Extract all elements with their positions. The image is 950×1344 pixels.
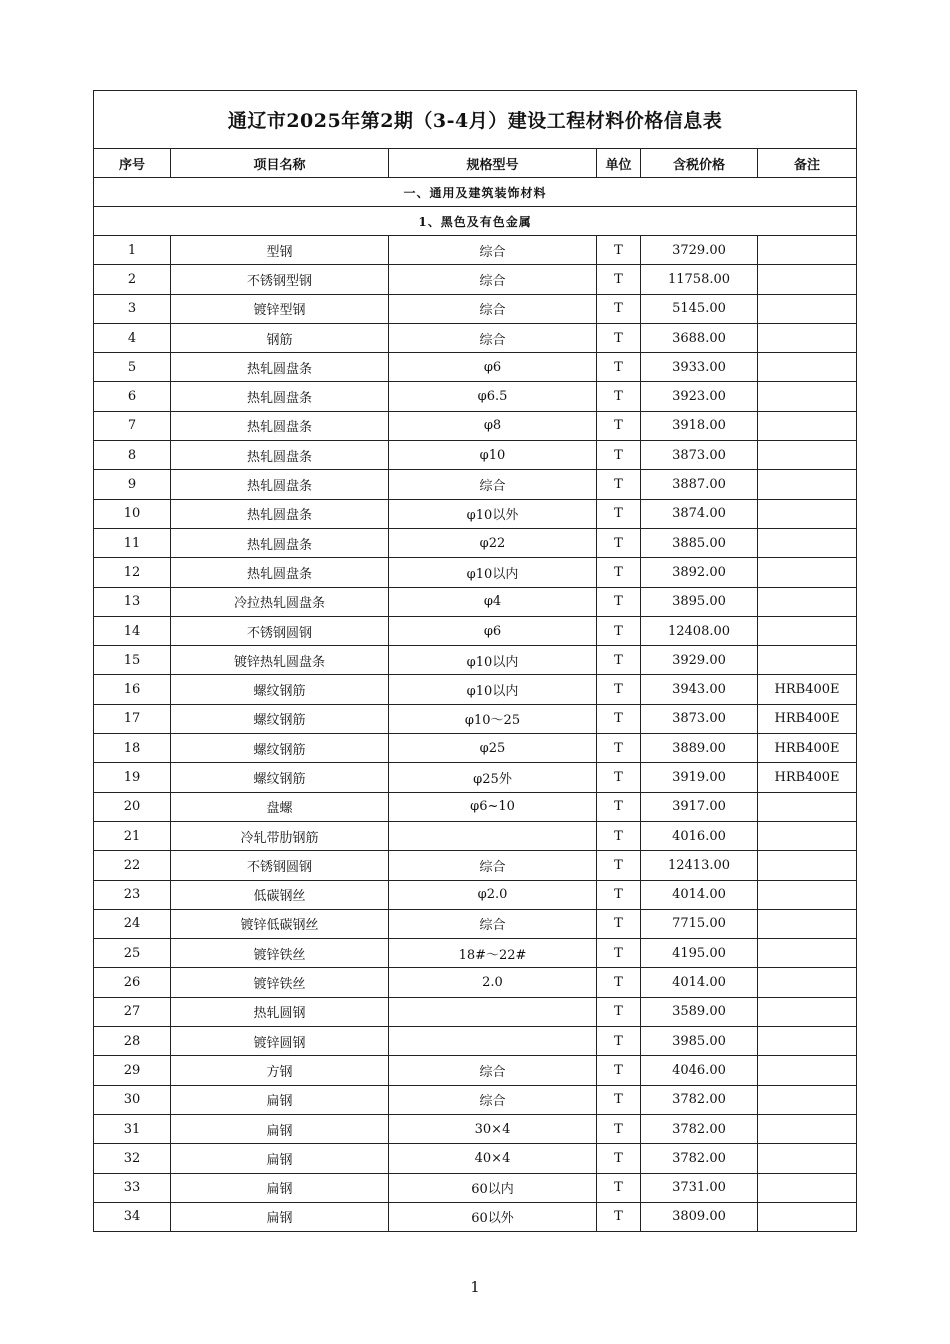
cell-price: 3919.00 [641, 763, 758, 792]
cell-unit: T [597, 294, 641, 323]
cell-spec: φ6.5 [389, 382, 597, 411]
cell-price: 3809.00 [641, 1202, 758, 1231]
cell-name: 低碳钢丝 [171, 880, 389, 909]
cell-name: 型钢 [171, 236, 389, 265]
cell-no: 17 [94, 704, 171, 733]
cell-spec: 综合 [389, 236, 597, 265]
table-row [94, 1202, 857, 1231]
cell-price: 4195.00 [641, 939, 758, 968]
cell-price: 3895.00 [641, 587, 758, 616]
cell-note: HRB400E [758, 734, 857, 763]
table-row [94, 763, 857, 792]
cell-unit: T [597, 792, 641, 821]
cell-spec: φ25外 [389, 763, 597, 792]
cell-note: HRB400E [758, 675, 857, 704]
cell-no: 15 [94, 646, 171, 675]
cell-spec: φ22 [389, 528, 597, 557]
header-note: 备注 [758, 149, 857, 178]
cell-note [758, 353, 857, 382]
cell-spec: φ10以内 [389, 646, 597, 675]
cell-name: 镀锌型钢 [171, 294, 389, 323]
cell-spec: 综合 [389, 851, 597, 880]
table-row [94, 616, 857, 645]
header-price: 含税价格 [641, 149, 758, 178]
cell-unit: T [597, 499, 641, 528]
table-row [94, 1027, 857, 1056]
cell-note [758, 470, 857, 499]
cell-price: 4016.00 [641, 821, 758, 850]
cell-spec: 综合 [389, 1085, 597, 1114]
cell-price: 3889.00 [641, 734, 758, 763]
cell-no: 23 [94, 880, 171, 909]
cell-name: 冷拉热轧圆盘条 [171, 587, 389, 616]
cell-no: 27 [94, 997, 171, 1026]
cell-unit: T [597, 704, 641, 733]
cell-spec: 综合 [389, 909, 597, 938]
cell-no: 33 [94, 1173, 171, 1202]
cell-note [758, 792, 857, 821]
cell-name: 热轧圆盘条 [171, 558, 389, 587]
cell-spec: 60以内 [389, 1173, 597, 1202]
cell-name: 镀锌铁丝 [171, 939, 389, 968]
cell-price: 4046.00 [641, 1056, 758, 1085]
cell-name: 扁钢 [171, 1144, 389, 1173]
cell-unit: T [597, 646, 641, 675]
cell-note [758, 587, 857, 616]
cell-unit: T [597, 1114, 641, 1143]
cell-note [758, 1027, 857, 1056]
table-row [94, 1056, 857, 1085]
cell-price: 3892.00 [641, 558, 758, 587]
cell-spec: 综合 [389, 294, 597, 323]
cell-note [758, 1085, 857, 1114]
cell-name: 热轧圆盘条 [171, 411, 389, 440]
cell-unit: T [597, 968, 641, 997]
cell-unit: T [597, 236, 641, 265]
cell-price: 3729.00 [641, 236, 758, 265]
cell-name: 盘螺 [171, 792, 389, 821]
table-row [94, 880, 857, 909]
table-row [94, 1085, 857, 1114]
cell-price: 3873.00 [641, 441, 758, 470]
cell-price: 3688.00 [641, 323, 758, 352]
cell-spec: φ6 [389, 616, 597, 645]
table-row [94, 470, 857, 499]
cell-spec: 40×4 [389, 1144, 597, 1173]
cell-unit: T [597, 265, 641, 294]
cell-price: 3923.00 [641, 382, 758, 411]
cell-note [758, 616, 857, 645]
cell-note [758, 411, 857, 440]
cell-name: 热轧圆盘条 [171, 382, 389, 411]
cell-no: 10 [94, 499, 171, 528]
cell-name: 钢筋 [171, 323, 389, 352]
page-number: 1 [470, 1278, 480, 1296]
cell-no: 11 [94, 528, 171, 557]
cell-name: 不锈钢圆钢 [171, 851, 389, 880]
table-row [94, 1144, 857, 1173]
cell-name: 方钢 [171, 1056, 389, 1085]
table-row [94, 821, 857, 850]
cell-spec: 综合 [389, 470, 597, 499]
table-row [94, 294, 857, 323]
cell-no: 31 [94, 1114, 171, 1143]
cell-name: 热轧圆盘条 [171, 441, 389, 470]
cell-note [758, 558, 857, 587]
table-row [94, 411, 857, 440]
cell-unit: T [597, 880, 641, 909]
cell-name: 扁钢 [171, 1085, 389, 1114]
cell-name: 镀锌铁丝 [171, 968, 389, 997]
cell-price: 7715.00 [641, 909, 758, 938]
cell-unit: T [597, 763, 641, 792]
cell-note [758, 1173, 857, 1202]
cell-unit: T [597, 441, 641, 470]
table-row [94, 528, 857, 557]
cell-price: 4014.00 [641, 880, 758, 909]
cell-note: HRB400E [758, 763, 857, 792]
cell-spec: φ8 [389, 411, 597, 440]
table-row [94, 997, 857, 1026]
table-row [94, 968, 857, 997]
cell-name: 热轧圆盘条 [171, 499, 389, 528]
cell-no: 34 [94, 1202, 171, 1231]
table-row [94, 734, 857, 763]
cell-no: 29 [94, 1056, 171, 1085]
cell-price: 3873.00 [641, 704, 758, 733]
table-row [94, 646, 857, 675]
header-row [94, 149, 857, 178]
cell-spec: 18#～22# [389, 939, 597, 968]
header-no: 序号 [94, 149, 171, 178]
cell-no: 24 [94, 909, 171, 938]
cell-name: 扁钢 [171, 1114, 389, 1143]
cell-spec: 30×4 [389, 1114, 597, 1143]
cell-price: 3918.00 [641, 411, 758, 440]
cell-price: 3943.00 [641, 675, 758, 704]
cell-price: 3589.00 [641, 997, 758, 1026]
cell-unit: T [597, 382, 641, 411]
cell-name: 扁钢 [171, 1173, 389, 1202]
table-row [94, 851, 857, 880]
cell-no: 13 [94, 587, 171, 616]
cell-no: 21 [94, 821, 171, 850]
cell-name: 热轧圆盘条 [171, 353, 389, 382]
cell-spec: 60以外 [389, 1202, 597, 1231]
cell-unit: T [597, 411, 641, 440]
cell-price: 5145.00 [641, 294, 758, 323]
cell-unit: T [597, 1173, 641, 1202]
cell-price: 12413.00 [641, 851, 758, 880]
cell-name: 螺纹钢筋 [171, 675, 389, 704]
cell-note: HRB400E [758, 704, 857, 733]
table-row [94, 499, 857, 528]
cell-note [758, 1202, 857, 1231]
cell-unit: T [597, 558, 641, 587]
cell-name: 热轧圆盘条 [171, 470, 389, 499]
cell-spec [389, 997, 597, 1026]
cell-no: 18 [94, 734, 171, 763]
cell-name: 螺纹钢筋 [171, 734, 389, 763]
cell-spec: φ10 [389, 441, 597, 470]
cell-no: 8 [94, 441, 171, 470]
cell-no: 2 [94, 265, 171, 294]
table-row [94, 792, 857, 821]
cell-note [758, 265, 857, 294]
table-row [94, 1173, 857, 1202]
cell-no: 19 [94, 763, 171, 792]
cell-name: 冷轧带肋钢筋 [171, 821, 389, 850]
cell-spec: φ10以外 [389, 499, 597, 528]
cell-price: 3885.00 [641, 528, 758, 557]
cell-note [758, 821, 857, 850]
cell-unit: T [597, 821, 641, 850]
cell-unit: T [597, 1056, 641, 1085]
cell-no: 28 [94, 1027, 171, 1056]
cell-spec: 综合 [389, 1056, 597, 1085]
cell-name: 不锈钢型钢 [171, 265, 389, 294]
cell-name: 镀锌圆钢 [171, 1027, 389, 1056]
cell-name: 镀锌热轧圆盘条 [171, 646, 389, 675]
cell-note [758, 382, 857, 411]
cell-name: 螺纹钢筋 [171, 704, 389, 733]
table-row [94, 587, 857, 616]
table-row [94, 323, 857, 352]
cell-note [758, 1144, 857, 1173]
cell-note [758, 646, 857, 675]
cell-no: 16 [94, 675, 171, 704]
cell-price: 3874.00 [641, 499, 758, 528]
cell-no: 14 [94, 616, 171, 645]
cell-unit: T [597, 616, 641, 645]
cell-unit: T [597, 1144, 641, 1173]
table-row [94, 675, 857, 704]
cell-no: 32 [94, 1144, 171, 1173]
table-row [94, 909, 857, 938]
cell-price: 11758.00 [641, 265, 758, 294]
cell-spec: φ6 [389, 353, 597, 382]
cell-no: 1 [94, 236, 171, 265]
cell-price: 12408.00 [641, 616, 758, 645]
cell-note [758, 441, 857, 470]
cell-name: 热轧圆钢 [171, 997, 389, 1026]
cell-note [758, 851, 857, 880]
cell-no: 6 [94, 382, 171, 411]
cell-price: 3929.00 [641, 646, 758, 675]
cell-no: 3 [94, 294, 171, 323]
table-row [94, 939, 857, 968]
cell-note [758, 909, 857, 938]
price-table [93, 90, 857, 1232]
cell-price: 3933.00 [641, 353, 758, 382]
cell-spec: φ10以内 [389, 558, 597, 587]
cell-spec: 综合 [389, 323, 597, 352]
cell-price: 3985.00 [641, 1027, 758, 1056]
table-title: 通辽市2025年第2期（3-4月）建设工程材料价格信息表 [94, 91, 857, 149]
cell-note [758, 499, 857, 528]
cell-no: 9 [94, 470, 171, 499]
cell-no: 22 [94, 851, 171, 880]
cell-unit: T [597, 734, 641, 763]
table-row [94, 1114, 857, 1143]
cell-spec: 2.0 [389, 968, 597, 997]
cell-note [758, 939, 857, 968]
cell-no: 30 [94, 1085, 171, 1114]
cell-unit: T [597, 675, 641, 704]
cell-spec: φ2.0 [389, 880, 597, 909]
cell-unit: T [597, 353, 641, 382]
cell-unit: T [597, 587, 641, 616]
cell-spec [389, 821, 597, 850]
cell-unit: T [597, 997, 641, 1026]
header-name: 项目名称 [171, 149, 389, 178]
cell-price: 3782.00 [641, 1085, 758, 1114]
cell-no: 25 [94, 939, 171, 968]
cell-note [758, 323, 857, 352]
cell-note [758, 528, 857, 557]
cell-unit: T [597, 1202, 641, 1231]
cell-note [758, 294, 857, 323]
cell-price: 3731.00 [641, 1173, 758, 1202]
cell-spec: φ25 [389, 734, 597, 763]
table-row [94, 441, 857, 470]
table-row [94, 558, 857, 587]
cell-note [758, 880, 857, 909]
cell-unit: T [597, 909, 641, 938]
cell-name: 螺纹钢筋 [171, 763, 389, 792]
cell-spec: φ10～25 [389, 704, 597, 733]
cell-note [758, 968, 857, 997]
price-table-sheet [93, 90, 856, 1232]
table-row [94, 236, 857, 265]
subsection-heading: 1、黑色及有色金属 [94, 207, 857, 236]
cell-name: 扁钢 [171, 1202, 389, 1231]
cell-name: 热轧圆盘条 [171, 528, 389, 557]
cell-note [758, 1114, 857, 1143]
header-unit: 单位 [597, 149, 641, 178]
cell-note [758, 236, 857, 265]
cell-no: 4 [94, 323, 171, 352]
table-row [94, 353, 857, 382]
header-spec: 规格型号 [389, 149, 597, 178]
cell-spec: 综合 [389, 265, 597, 294]
section-heading: 一、通用及建筑装饰材料 [94, 178, 857, 207]
cell-unit: T [597, 939, 641, 968]
cell-price: 4014.00 [641, 968, 758, 997]
cell-name: 不锈钢圆钢 [171, 616, 389, 645]
cell-unit: T [597, 528, 641, 557]
cell-spec: φ4 [389, 587, 597, 616]
cell-unit: T [597, 323, 641, 352]
cell-name: 镀锌低碳钢丝 [171, 909, 389, 938]
cell-no: 5 [94, 353, 171, 382]
cell-no: 20 [94, 792, 171, 821]
cell-unit: T [597, 470, 641, 499]
table-row [94, 382, 857, 411]
table-row [94, 704, 857, 733]
table-row [94, 265, 857, 294]
cell-no: 12 [94, 558, 171, 587]
cell-spec: φ10以内 [389, 675, 597, 704]
cell-no: 7 [94, 411, 171, 440]
cell-price: 3782.00 [641, 1144, 758, 1173]
cell-price: 3782.00 [641, 1114, 758, 1143]
cell-no: 26 [94, 968, 171, 997]
cell-spec [389, 1027, 597, 1056]
cell-spec: φ6~10 [389, 792, 597, 821]
cell-note [758, 997, 857, 1026]
cell-unit: T [597, 1085, 641, 1114]
cell-price: 3917.00 [641, 792, 758, 821]
cell-unit: T [597, 851, 641, 880]
cell-note [758, 1056, 857, 1085]
cell-price: 3887.00 [641, 470, 758, 499]
cell-unit: T [597, 1027, 641, 1056]
